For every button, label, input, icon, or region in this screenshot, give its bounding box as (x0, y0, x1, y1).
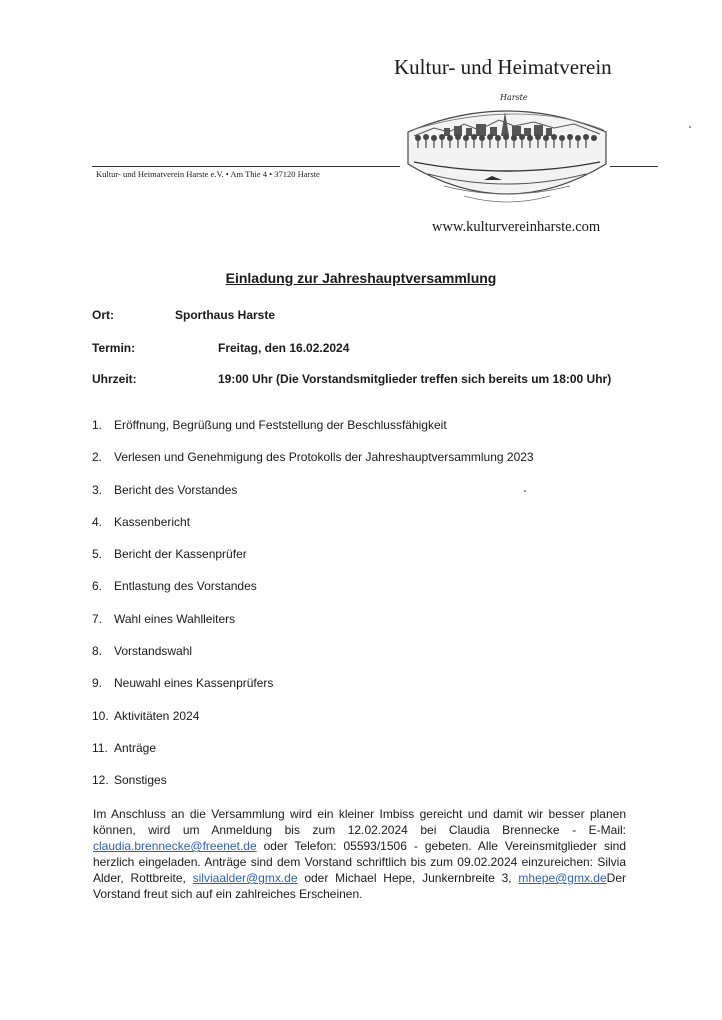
agenda-item-text: Bericht der Kassenprüfer (114, 547, 247, 562)
date-value: Freitag, den 16.02.2024 (218, 341, 350, 355)
agenda-list (92, 418, 534, 806)
sender-address: Kultur- und Heimatverein Harste e.V. • Am Thie 4 • 37120 Harste (96, 169, 320, 179)
scan-speck (689, 126, 691, 128)
agenda-item-text: Neuwahl eines Kassenprüfers (114, 676, 274, 691)
invitation-title: Einladung zur Jahreshauptversammlung (225, 270, 497, 286)
closing-text-2: oder Telefon: 05593/1506 - gebeten. Alle Vereinsmitglieder sind herzlich eingeladen. Anträge sind dem Vorstand schriftlich bis zum 09.02.2024 einzureichen: Silvia Alder, Rottbreite, (93, 839, 626, 885)
agenda-item (92, 579, 534, 611)
org-title: Kultur- und Heimatverein (394, 55, 612, 79)
agenda-item-number: 9. (92, 676, 103, 691)
agenda-item-text: Eröffnung, Begrüßung und Feststellung der Beschlussfähigkeit (114, 418, 447, 432)
closing-text-4: Der Vorstand freut sich auf ein zahlreiches Erscheinen. (93, 871, 626, 901)
agenda-item (92, 644, 534, 676)
agenda-item-number: 5. (92, 547, 103, 562)
agenda-item-text: Anträge (114, 740, 157, 755)
agenda-item-number: 3. (92, 482, 103, 497)
agenda-item-text: Wahl eines Wahlleiters (114, 611, 236, 626)
agenda-item-number: 11. (92, 740, 108, 755)
place-value: Sporthaus Harste (175, 308, 276, 322)
agenda-item-text: Aktivitäten 2024 (114, 708, 200, 723)
letterhead-rule-left (92, 166, 400, 167)
email-link-brennecke[interactable]: claudia.brennecke@freenet.de (93, 839, 257, 853)
agenda-item (92, 709, 534, 741)
email-link-alder[interactable]: silviaalder@gmx.de (192, 871, 298, 885)
agenda-item-text: Entlastung des Vorstandes (114, 579, 257, 594)
agenda-item-text: Kassenbericht (114, 514, 191, 529)
agenda-item-text: Vorstandswahl (114, 644, 193, 659)
agenda-item (92, 741, 534, 773)
agenda-item-number: 6. (92, 579, 103, 594)
time-label: Uhrzeit: (92, 372, 137, 386)
agenda-item-number: 12. (92, 773, 109, 788)
logo-caption: Harste (500, 93, 528, 102)
agenda-item (92, 612, 534, 644)
village-engraving-logo (404, 84, 610, 212)
closing-text-3: oder Michael Hepe, Junkernbreite 3, (297, 871, 519, 885)
email-link-hepe[interactable]: mhepe@gmx.de (518, 871, 607, 885)
date-label: Termin: (92, 341, 136, 355)
agenda-item-text: Sonstiges (114, 773, 167, 788)
agenda-item-number: 2. (92, 450, 103, 465)
place-label: Ort: (92, 308, 114, 322)
agenda-item-number: 10. (92, 708, 109, 723)
agenda-item (92, 450, 534, 482)
agenda-item-text: Verlesen und Genehmigung des Protokolls der Jahreshauptversammlung 2023 (114, 450, 534, 465)
agenda-item-number: 4. (92, 514, 103, 529)
letterhead-rule-right (610, 166, 658, 167)
agenda-item-number: 7. (92, 611, 103, 626)
agenda-item (92, 773, 534, 805)
agenda-item-number: 8. (92, 644, 103, 659)
agenda-item-number: 1. (92, 418, 103, 432)
agenda-item (92, 547, 534, 579)
agenda-item (92, 418, 534, 450)
website-url[interactable]: www.kulturvereinharste.com (432, 219, 601, 235)
agenda-item (92, 515, 534, 547)
agenda-item (92, 483, 534, 515)
agenda-item (92, 676, 534, 708)
closing-paragraph (93, 806, 626, 902)
closing-text-1: Im Anschluss an die Versammlung wird ein kleiner Imbiss gereicht und damit wir besser planen können, wird um Anmeldung bis zum 12.02.2024 bei Claudia Brennecke - E-Mail: (93, 807, 626, 837)
scan-speck (524, 490, 526, 492)
agenda-item-text: Bericht des Vorstandes (114, 482, 238, 497)
time-value: 19:00 Uhr (Die Vorstandsmitglieder treffen sich bereits um 18:00 Uhr) (218, 372, 612, 386)
